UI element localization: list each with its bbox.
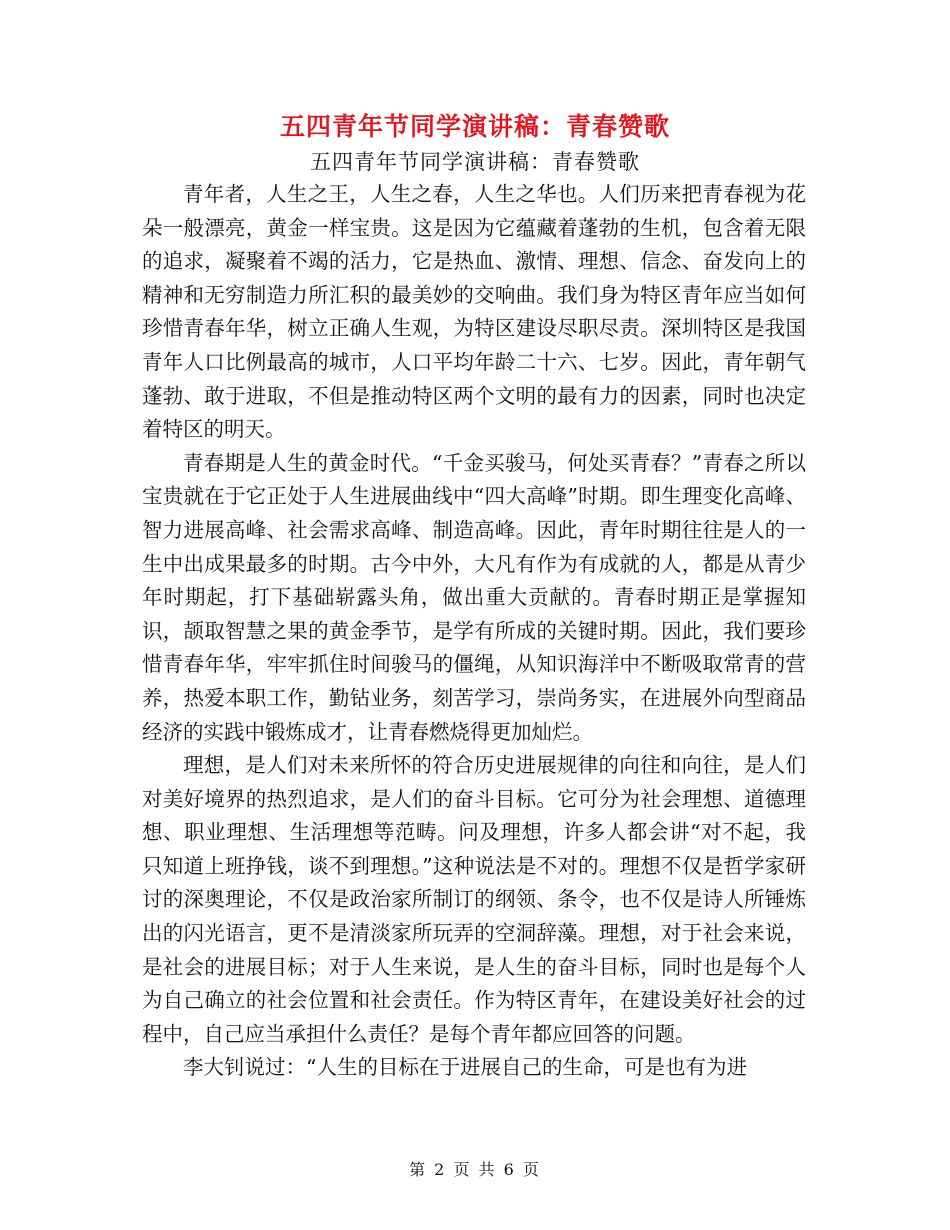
page-number-footer: 第 2 页 共 6 页 bbox=[409, 1160, 541, 1179]
paragraph: 理想，是人们对未来所怀的符合历史进展规律的向往和向往，是人们对美好境界的热烈追求，是人们的奋斗目标。它可分为社会理想、道德理想、职业理想、生活理想等范畴。问及理想，许多人都会讲“对不起，我只知道上班挣钱，谈不到理想。”这种说法是不对的。理想不仅是哲学家研讨的深奥理论，不仅是政治家所制订的纲领、条令，也不仅是诗人所锤炼出的闪光语言，更不是清淡家所玩弄的空洞辞藻。理想，对于社会来说，是社会的进展目标；对于人生来说，是人生的奋斗目标，同时也是每个人为自己确立的社会位置和社会责任。作为特区青年，在建设美好社会的过程中，自己应当承担什么责任？是每个青年都应回答的问题。 bbox=[142, 753, 806, 1046]
paragraph: 青年者，人生之王，人生之春，人生之华也。人们历来把青春视为花朵一般漂亮，黄金一样宝贵。这是因为它蕴藏着蓬勃的生机，包含着无限的追求，凝聚着不竭的活力，它是热血、激情、理想、信念、奋发向上的精神和无穷制造力所汇积的最美妙的交响曲。我们身为特区青年应当如何珍惜青春年华，树立正确人生观，为特区建设尽职尽责。深圳特区是我国青年人口比例最高的城市，人口平均年龄二十六、七岁。因此，青年朝气蓬勃、敢于进取，不但是推动特区两个文明的最有力的因素，同时也决定着特区的明天。 bbox=[142, 182, 806, 442]
document-subtitle: 五四青年节同学演讲稿：青春赞歌 bbox=[310, 150, 640, 174]
document-title: 五四青年节同学演讲稿：青春赞歌 bbox=[279, 112, 670, 141]
document-body bbox=[142, 178, 806, 1085]
paragraph: 青春期是人生的黄金时代。“千金买骏马，何处买青春？”青春之所以宝贵就在于它正处于人生进展曲线中“四大高峰”时期。即生理变化高峰、智力进展高峰、社会需求高峰、制造高峰。因此，青年时期往往是人的一生中出成果最多的时期。古今中外，大凡有作为有成就的人，都是从青少年时期起，打下基础崭露头角，做出重大贡献的。青春时期正是掌握知识，颉取智慧之果的黄金季节，是学有所成的关键时期。因此，我们要珍惜青春年华，牢牢抓住时间骏马的僵绳，从知识海洋中不断吸取常青的营养，热爱本职工作，勤钻业务，刻苦学习，崇尚务实，在进展外向型商品经济的实践中锻炼成才，让青春燃烧得更加灿烂。 bbox=[142, 450, 806, 744]
paragraph: 李大钊说过：“人生的目标在于进展自己的生命，可是也有为进 bbox=[183, 1055, 747, 1080]
